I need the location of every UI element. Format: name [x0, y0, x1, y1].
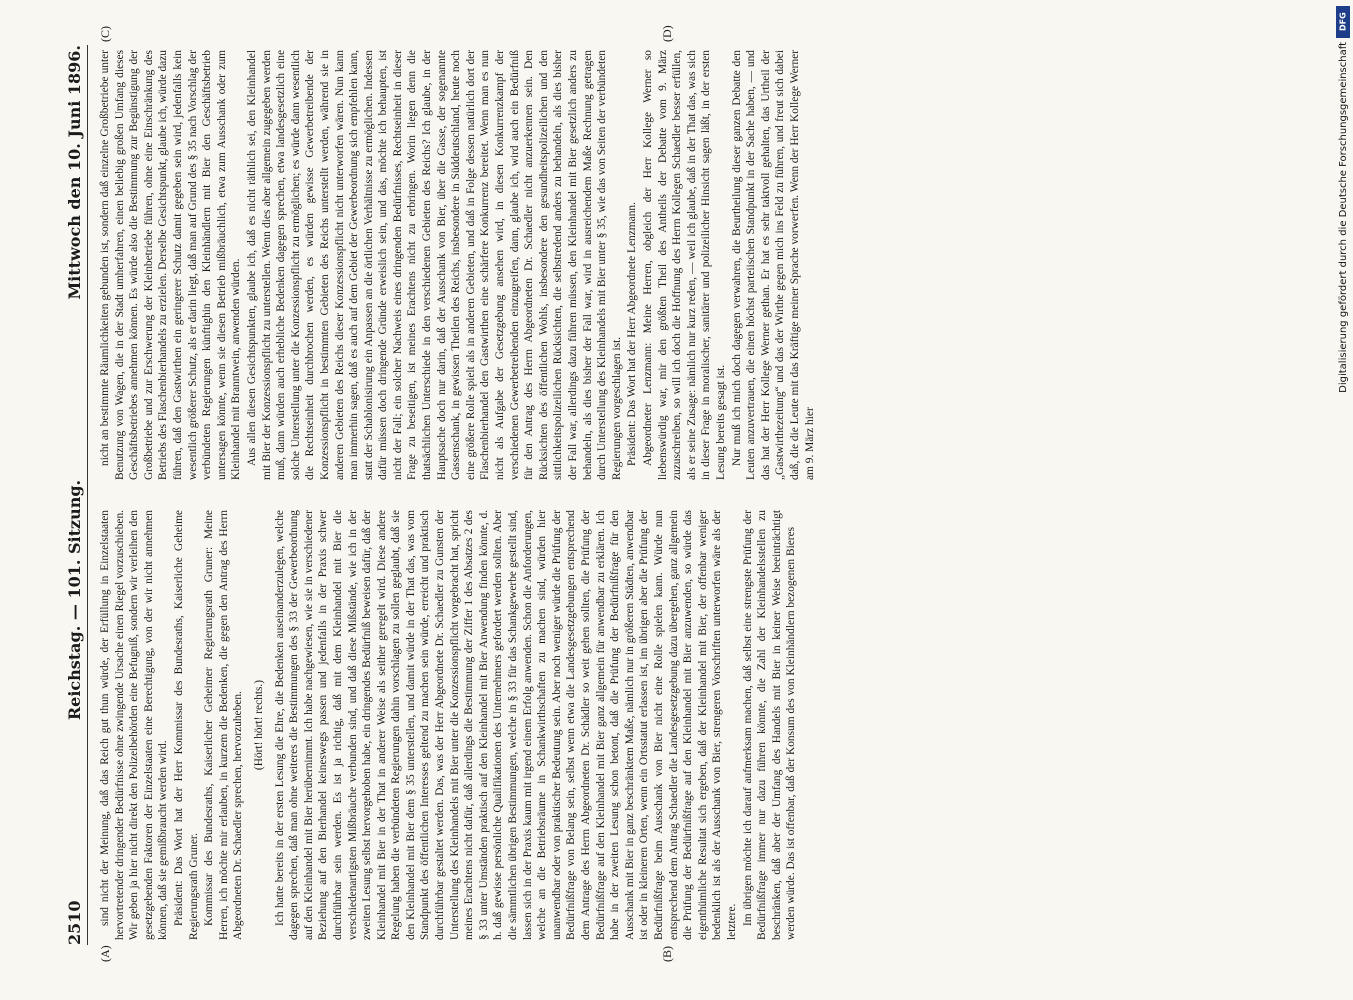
paragraph: sind nicht der Meinung, daß das Reich gut thun würde, der Erfüllung in Einzelstaaten hervortretender dringender Bedürfnisse ohne zwingende Ursache einen Riegel vorzuschieben. Wir geben ja hier nicht direkt den Polizeibehörden eine Befugniß, sondern wir verleihen den gesetzgebenden Faktoren der Einzelstaaten eine Berechtigung, von der wir nicht annehmen können, daß sie gemißbraucht werden wird.: [99, 510, 170, 940]
paragraph: Präsident: Das Wort hat der Herr Abgeordnete Lenzmann.: [626, 202, 639, 466]
page-number: 2510: [65, 900, 84, 945]
paragraph: nicht an bestimmte Räumlichkeiten gebunden ist, sondern daß einzelne Großbetriebe unter Benutzung von Wagen, die in der Stadt umherfahren, einen beliebig großen Umfang dieses Geschäftsbetriebes annehmen können. Es würde also die Bestimmung zur Begünstigung der Großbetriebe und zur Erschwerung der Kleinbetriebe führen, ohne eine Einschränkung des Betriebs des Flaschenbierhandels zu erzielen. Derselbe Gesichtspunkt, glaube ich, würde dazu führen, daß den Gastwirthen ein geringerer Schutz damit gegeben sein wird, jedenfalls kein wesentlich größerer Schutz, als er darin liegt, daß man auf Grund des § 35 nach Vorschlag der verbündeten Regierungen künftighin den Kleinhändlern mit Bier den Geschäftsbetrieb untersagen könnte, wenn sie diesen Betrieb mißbräuchlich, etwa zum Ausschank oder zum Kleinhandel mit Branntwein, anwenden würden.: [99, 50, 243, 480]
margin-marker-b: (B): [660, 946, 674, 962]
interjection: (Hört! hört! rechts.): [252, 679, 265, 771]
paragraph: Ich hatte bereits in der ersten Lesung die Ehre, die Bedenken auseinanderzulegen, welche dagegen sprechen, daß man ohne weiteres die Bestimmungen des § 33 der Gewerbeordnung auf den Kleinhandel mit Bier herübernimmt. Ich habe nachgewiesen, wie sie in verschiedener Beziehung auf den Bierhandel keineswegs passen und jedenfalls in der Praxis schwer durchführbar sein werden. Es ist ja richtig, daß mit dem Kleinhandel mit Bier die verschiedenartigsten Mißbräuche verbunden sind, und daß diese Mißstände, wie ich in der zweiten Lesung selbst hervorgehoben habe, ein dringendes Bedürfniß beweisen dafür, daß der Kleinhandel mit Bier in der That in anderer Weise als seither geregelt wird. Diese andere Regelung haben die verbündeten Regierungen dahin vorschlagen zu sollen geglaubt, daß sie den Kleinhandel mit Bier dem § 35 unterstellen, und damit würde in der That das, was vom Standpunkt des öffentlichen Interesses geltend zu machen sein würde, erreicht und praktisch durchführbar gestaltet werden. Das, was der Herr Abgeordnete Dr. Schaedler zu Gunsten der Unterstellung des Kleinhandels mit Bier unter die Konzessionspflicht vorgebracht hat, spricht meines Erachtens nicht dafür, daß allerdings die Bestimmung der Ziffer 1 des Absatzes 2 des § 33 unter Umständen praktisch auf den Kleinhandel mit Bier Anwendung finden könnte, d. h. daß gewisse persönliche Qualifikationen des Unternehmers gefordert werden sollten. Aber die sämmtlichen übrigen Bestimmungen, welche in § 33 für das Schankgewerbe gestellt sind, lassen sich in der Praxis kaum mit irgend einem Erfolg anwenden. Schon die Anforderungen, welche an die Betriebsräume in Schankwirthschaften zu machen sind, würden hier unanwendbar oder von praktischer Bedeutung sein. Aber noch weniger würde die Prüfung der Bedürfnißfrage von Belang sein, selbst wenn etwa die Landesgesetzgebungen entsprechend dem Antrage des Herrn Abgeordneten Dr. Schädler so weit gehen sollten, die Prüfung der Bedürfnißfrage auf den Kleinhandel mit Bier ganz allgemein für anwendbar zu erklären. Ich habe in der zweiten Lesung schon betont, daß die Prüfung der Bedürfnißfrage für den Ausschank mit Bier in ganz beschränktem Maße, nämlich nur in größeren Städten, anwendbar ist oder in kleineren Orten, wenn ein Ortsstatut erlassen ist, im übrigen aber die Prüfung der Bedürfnißfrage beim Ausschank von Bier nicht eine Rolle spielen kann. Würde nun entsprechend dem Antrag Schaedler die Landesgesetzgebung dazu übergehen, ganz allgemein die Prüfung der Bedürfnißfrage auf den Kleinhandel mit Bier anzuwenden, so würde das eigenthümliche Resultat sich ergeben, daß der Kleinhandel mit Bier, der offenbar weniger bedenklich ist als der Ausschank von Bier, strengeren Vorschriften unterworfen wäre als der letztere.: [273, 510, 738, 940]
right-text-column: [98, 50, 1323, 480]
paragraph: Präsident: Das Wort hat der Herr Kommissar des Bundesraths, Kaiserliche Geheime Regierungsrath Gruner.: [172, 510, 200, 940]
margin-marker-d: (D): [660, 25, 674, 42]
paragraph: Nur muß ich mich doch dagegen verwahren, die Beurtheilung dieser ganzen Debatte den Leuten anzuvertrauen, die einen höchst parteiischen Standpunkt in der Sache haben, — und das hat der Herr Kollege Werner gethan. Er hat es sehr taktvoll gehalten, das Urtheil der „Gastwirthezeitung“ und das der Wirthe gegen mich ins Feld zu führen, und freut sich dabei daß, die die Leute mit das Kräftige meiner Sprache vorwerfen. Wenn der Herr Kollege Werner am 9. März hier: [730, 50, 816, 480]
dfg-sidebar: [1334, 6, 1352, 996]
margin-marker-c: (C): [98, 26, 112, 42]
paragraph: Kommissar des Bundesraths, Kaiserlicher Geheimer Regierungsrath Gruner: Meine Herren, ich möchte mir erlauben, in kurzem die Bedenken, die gegen den Antrag des Herrn Abgeordneten Dr. Schaedler sprechen, hervorzuheben.: [203, 510, 245, 940]
paragraph: Im übrigen möchte ich darauf aufmerksam machen, daß selbst eine strengste Prüfung der Bedürfnißfrage immer nur dazu führen könnte, die Zahl der Kleinhandelsstellen zu beschränken, daß aber der Umfang des Handels mit Bier in keiner Weise beeinträchtigt werden würde. Das ist offenbar, daß der Konsum des von Kleinhändlern bezogenen Bieres: [741, 510, 798, 940]
page-header: [58, 45, 88, 945]
margin-marker-a: (A): [98, 945, 112, 962]
dfg-logo: DFG: [1336, 6, 1350, 38]
session-title: Reichstag. — 101. Sitzung.: [65, 479, 84, 721]
dfg-credit-text: Digitalisierung gefördert durch die Deutsche Forschungsgemeinschaft: [1337, 42, 1349, 393]
paragraph: Abgeordneter Lenzmann: Meine Herren, obgleich der Herr Kollege Werner so liebenswürdig war, mir den größten Theil des Antheils der Debatte vom 9. März zuzuschreiben, so will ich doch die Hoffnung des Herrn Kollegen Schaedler besser erfüllen, als er seine Zusage: nämlich nur kurz reden, — weil ich glaube, daß in der That das, was sich in dieser Frage in moralischer, sanitärer und polizeilicher Hinsicht sagen läßt, in der ersten Lesung bereits gesagt ist.: [641, 50, 727, 480]
paragraph: Aus allen diesen Gesichtspunkten, glaube ich, daß es nicht räthlich sei, den Kleinhandel mit Bier der Konzessionspflicht zu unterstellen. Wenn dies aber allgemein zugegeben werden muß, dann würden auch erhebliche Bedenken dagegen sprechen, etwa landesgesetzlich eine solche Unterstellung unter die Konzessionspflicht zu ermöglichen; es würde dann wesentlich die Rechtseinheit durchbrochen werden, es würden gewisse Gewerbetreibende der Konzessionspflicht in bestimmten Gebieten des Reichs unterstellt werden, während sie in anderen Gebieten des Reichs dieser Konzessionspflicht nicht unterworfen wären. Nun kann man immerhin sagen, daß es auch auf dem Gebiet der Gewerbeordnung sich empfehlen kann, statt der Schablonisirung ein Anpassen an die örtlichen Verhältnisse zu ermöglichen. Indessen dafür müssen doch dringende Gründe erweislich sein, und das, möchte ich behaupten, ist nicht der Fall; ein solcher Nachweis eines dringenden Bedürfnisses, Rechtseinheit in dieser Frage zu beseitigen, ist meines Erachtens nicht zu erbringen. Worin liegen denn die thatsächlichen Unterschiede in den verschiedenen Gebieten des Reichs? Ich glaube, in der Hauptsache doch nur darin, daß der Ausschank von Bier, über die Gasse, der sogenannte Gassenschank, in gewissen Theilen des Reichs, insbesondere in Süddeutschland, heute noch eine größere Rolle spielt als in anderen Gebieten, und daß in Folge dessen natürlich dort der Flaschenbierhandel den Gastwirthen eine schärfere Konkurrenz bereitet. Wenn man es nun nicht als Aufgabe der Gesetzgebung ansehen wird, in diesen Konkurrenzkampf der verschiedenen Gewerbetreibenden einzugreifen, dann, glaube ich, wird auch ein Bedürfniß für den Antrag des Herrn Abgeordneten Dr. Schaedler nicht anzuerkennen sein. Den Rücksichten des öffentlichen Wohls, insbesondere den gesundheitspolizeilichen und den sittlichkeitspolizeilichen Rücksichten, die selbstredend anders zu behandeln, als dies bisher der Fall war, allerdings dazu führen müssen, den Kleinhandel mit Bier gesetzlich anders zu behandeln, als dies bisher der Fall war, wird in ausreichendem Maße Rechnung getragen durch Unterstellung des Kleinhandels mit Bier unter § 35, wie das von Seiten der verbündeten Regierungen vorgeschlagen ist.: [245, 50, 623, 480]
left-text-column: [98, 510, 1323, 940]
session-date: Mittwoch den 10. Juni 1896.: [65, 45, 84, 300]
